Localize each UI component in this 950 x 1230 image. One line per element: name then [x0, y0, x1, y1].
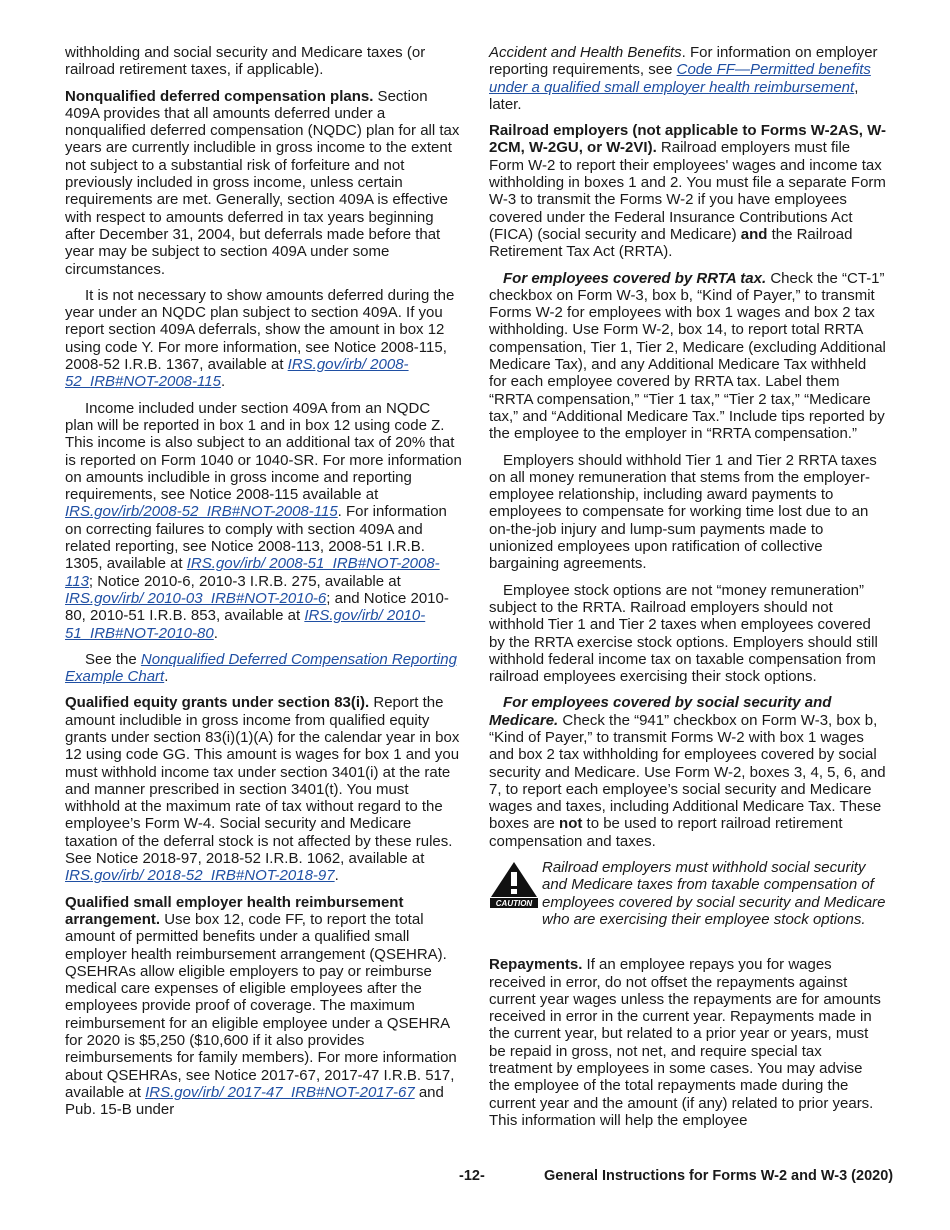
text: Railroad employers must file Form W-2 to report their employees' wages and income tax withholding in boxes 1 and 2. You must file a separate Form W-3 to transmit the Forms W-2 if you have employees covered under the Federal Insurance Contributions Act (FICA) (social security and Medicare)	[489, 139, 886, 243]
text: Use box 12, code FF, to report the total amount of permitted benefits under a qualified small employer health reimbursement arrangement (QSEHRA). QSEHRAs allow eligible employers to pay or reimburse medical care expenses of eligible employees after the employees provide proof of coverage. The maximum reimbursement for an eligible employee under a QSEHRA for 2020 is $5,250 ($10,600 if it also provides reimbursements for family members). For more information about QSEHRAs, see Notice 2017-67, 2017-47 I.R.B. 517, available at	[65, 910, 457, 1101]
text: the Railroad Retirement Tax Act (RRTA).	[489, 225, 853, 261]
page-number: -12-	[459, 1168, 485, 1184]
paragraph-qualified-equity	[65, 694, 462, 884]
caution-icon	[489, 860, 539, 908]
text-and: and	[740, 225, 768, 243]
text: ; Notice 2010-6, 2010-3 I.R.B. 275, available at	[88, 572, 401, 590]
text: to be used to report railroad retirement compensation and taxes.	[489, 815, 843, 850]
paragraph-railroad-employers	[489, 122, 886, 260]
paragraph-social-security-medicare	[489, 694, 886, 850]
link-notice-2010-80[interactable]: IRS.gov/irb/ 2010-51_IRB#NOT-2010-80	[65, 607, 426, 642]
text: If an employee repays you for wages received in error, do not offset the repayments against current year wages unless the repayments are for amounts received in error in the current year. Repayments made in the current year, but related to a prior year or years, must be repaid in gross, not net, and require special tax treatment by employees in some cases. You may advise the employee of the total repayments made during the current year and the amount (if any) related to prior years. This information will help the employee	[489, 956, 881, 1129]
heading-repayments: Repayments.	[489, 956, 583, 974]
paragraph-repayments	[489, 956, 886, 1129]
link-notice-2017-67[interactable]: IRS.gov/irb/ 2017-47_IRB#NOT-2017-67	[145, 1083, 415, 1101]
left-column	[65, 44, 462, 1128]
caution-note	[489, 859, 886, 928]
text: .	[164, 668, 169, 686]
paragraph-see-chart	[65, 651, 462, 686]
text-not: not	[559, 815, 583, 833]
link-notice-2008-115[interactable]: IRS.gov/irb/ 2008-52_IRB#NOT-2008-115	[65, 356, 409, 391]
text: . For information on employer reporting requirements, see	[489, 44, 878, 79]
text: , later.	[489, 78, 859, 113]
heading-social-security-medicare: For employees covered by social security and Medicare.	[489, 694, 832, 729]
text-accident-health: Accident and Health Benefits	[489, 44, 682, 61]
text: See the	[85, 650, 141, 668]
text: .	[220, 373, 226, 391]
text: .	[334, 867, 339, 885]
text: Income included under section 409A from an NQDC plan will be reported in box 1 and in box 12 using code Z. This income is also subject to an additional tax of 20% that is reported on Form 1040 or 1040-SR. For more information on amounts includible in gross income and reporting requirements, see Notice 2008-115 available at	[65, 399, 462, 504]
link-nqdc-example-chart[interactable]: Nonqualified Deferred Compensation Reporting Example Chart	[65, 650, 457, 686]
link-notice-2010-6[interactable]: IRS.gov/irb/ 2010-03_IRB#NOT-2010-6	[65, 589, 327, 607]
heading-nqdc: Nonqualified deferred compensation plans.	[65, 87, 374, 105]
caution-label: CAUTION	[495, 899, 533, 909]
text: .	[213, 624, 218, 642]
link-notice-2008-113[interactable]: IRS.gov/irb/ 2008-51_IRB#NOT-2008-113	[65, 555, 440, 590]
paragraph-nqdc	[65, 88, 462, 278]
text: Check the “CT-1” checkbox on Form W-3, box b, “Kind of Payer,” to transmit Forms W-2 for employees with box 1 wages and box 2 tax withholding. Use Form W-2, box 14, to report total RRTA compensation, Tier 1, Tier 2, Medicare (excluding Additional Medicare Tax), and any Additional Medicare Tax withheld for each employee covered by RRTA tax. Label them “RRTA compensation,” “Tier 1 tax,” “Tier 2 tax,” “Medicare tax,” and “Additional Medicare Tax.” Include tips reported by the employee to the employer in “RRTA compensation.”	[489, 269, 886, 443]
link-code-ff[interactable]: Code FF—Permitted benefits under a qualified small employer health reimbursement	[489, 61, 871, 96]
text: Check the “941” checkbox on Form W-3, box b, “Kind of Payer,” to transmit Forms W-2 with box 1 wages and box 2 tax withholding for employees covered by social security and Medicare. Use Form W-2, boxes 3, 4, 5, 6, and 7, to report each employee’s social security and Medicare wages and taxes, including Additional Medicare Tax. These boxes are	[489, 711, 886, 833]
text: ; and Notice 2010-80, 2010-51 I.R.B. 853, available at	[65, 589, 449, 625]
paragraph-nqdc-income	[65, 400, 462, 642]
right-column	[489, 44, 886, 1138]
paragraph-nqdc-deferrals	[65, 287, 462, 391]
text: and Pub. 15-B under	[65, 1083, 444, 1119]
link-notice-2008-115-b[interactable]: IRS.gov/irb/2008-52_IRB#NOT-2008-115	[65, 503, 338, 521]
heading-qsehra: Qualified small employer health reimbursement arrangement.	[65, 893, 404, 928]
paragraph-stock-options: Employee stock options are not “money remuneration” subject to the RRTA. Railroad employers should not withhold Tier 1 and Tier 2 taxes when employees covered by the RRTA exercise stock options. Employers should still withhold federal income tax on taxable compensation from railroad employees exercising their stock options.	[489, 581, 878, 686]
text: It is not necessary to show amounts deferred during the year under an NQDC plan subject to section 409A. If you report section 409A deferrals, show the amount in box 12 using code Y. For more information, see Notice 2008-115, 2008-52 I.R.B. 1367, available at	[65, 286, 455, 374]
paragraph-withholding: withholding and social security and Medicare taxes (or railroad retirement taxes, if applicable).	[65, 44, 426, 79]
text-nqdc: Section 409A provides that all amounts deferred under a nonqualified deferred compensation (NQDC) plan for all tax years are currently includible in gross income to the extent not subject to a substantial risk of forfeiture and not previously included in gross income, unless certain requirements are met. Generally, section 409A is effective with respect to amounts deferred in tax years beginning after December 31, 2004, but deferrals made before that year may be subject to section 409A under some circumstances.	[65, 87, 460, 278]
text: Report the amount includible in gross income from qualified equity grants under section 83(i)(1)(A) for the calendar year in box 12 using code GG. This amount is wages for box 1 and you must withhold income tax under section 3401(i) at the rate and manner prescribed in section 3401(t). You must withhold at the maximum rate of tax without regard to the employee’s Form W-4. Social security and Medicare taxation of the deferral stock is not affected by these rules. See Notice 2018-97, 2018-52 I.R.B. 1062, available at	[65, 694, 460, 868]
heading-railroad-employers: Railroad employers (not applicable to Forms W-2AS, W-2CM, W-2GU, or W-2VI).	[489, 122, 886, 157]
text: . For information on correcting failures to comply with section 409A and related reporting, see Notice 2008-113, 2008-51 I.R.B. 1305, available at	[65, 503, 447, 573]
heading-qualified-equity: Qualified equity grants under section 83(i).	[65, 694, 370, 712]
paragraph-tier-withholding: Employers should withhold Tier 1 and Tier 2 RRTA taxes on all money remuneration that stems from the employer-employee relationship, including award payments to employees to compensate for working time lost due to an on-the-job injury and lump-sum payments made to unionized employees upon ratification of collective bargaining agreements.	[489, 451, 877, 573]
caution-text: Railroad employers must withhold social security and Medicare taxes from taxable compensation of employees covered by social security and Medicare who are exercising their employee stock options.	[542, 859, 886, 928]
paragraph-accident-health	[489, 44, 886, 113]
page-footer	[0, 1168, 950, 1188]
paragraph-qsehra	[65, 894, 462, 1119]
document-title: General Instructions for Forms W-2 and W-3 (2020)	[544, 1168, 894, 1184]
link-notice-2018-97[interactable]: IRS.gov/irb/ 2018-52_IRB#NOT-2018-97	[65, 867, 335, 885]
heading-rrta: For employees covered by RRTA tax.	[503, 269, 767, 287]
paragraph-rrta	[489, 270, 886, 443]
